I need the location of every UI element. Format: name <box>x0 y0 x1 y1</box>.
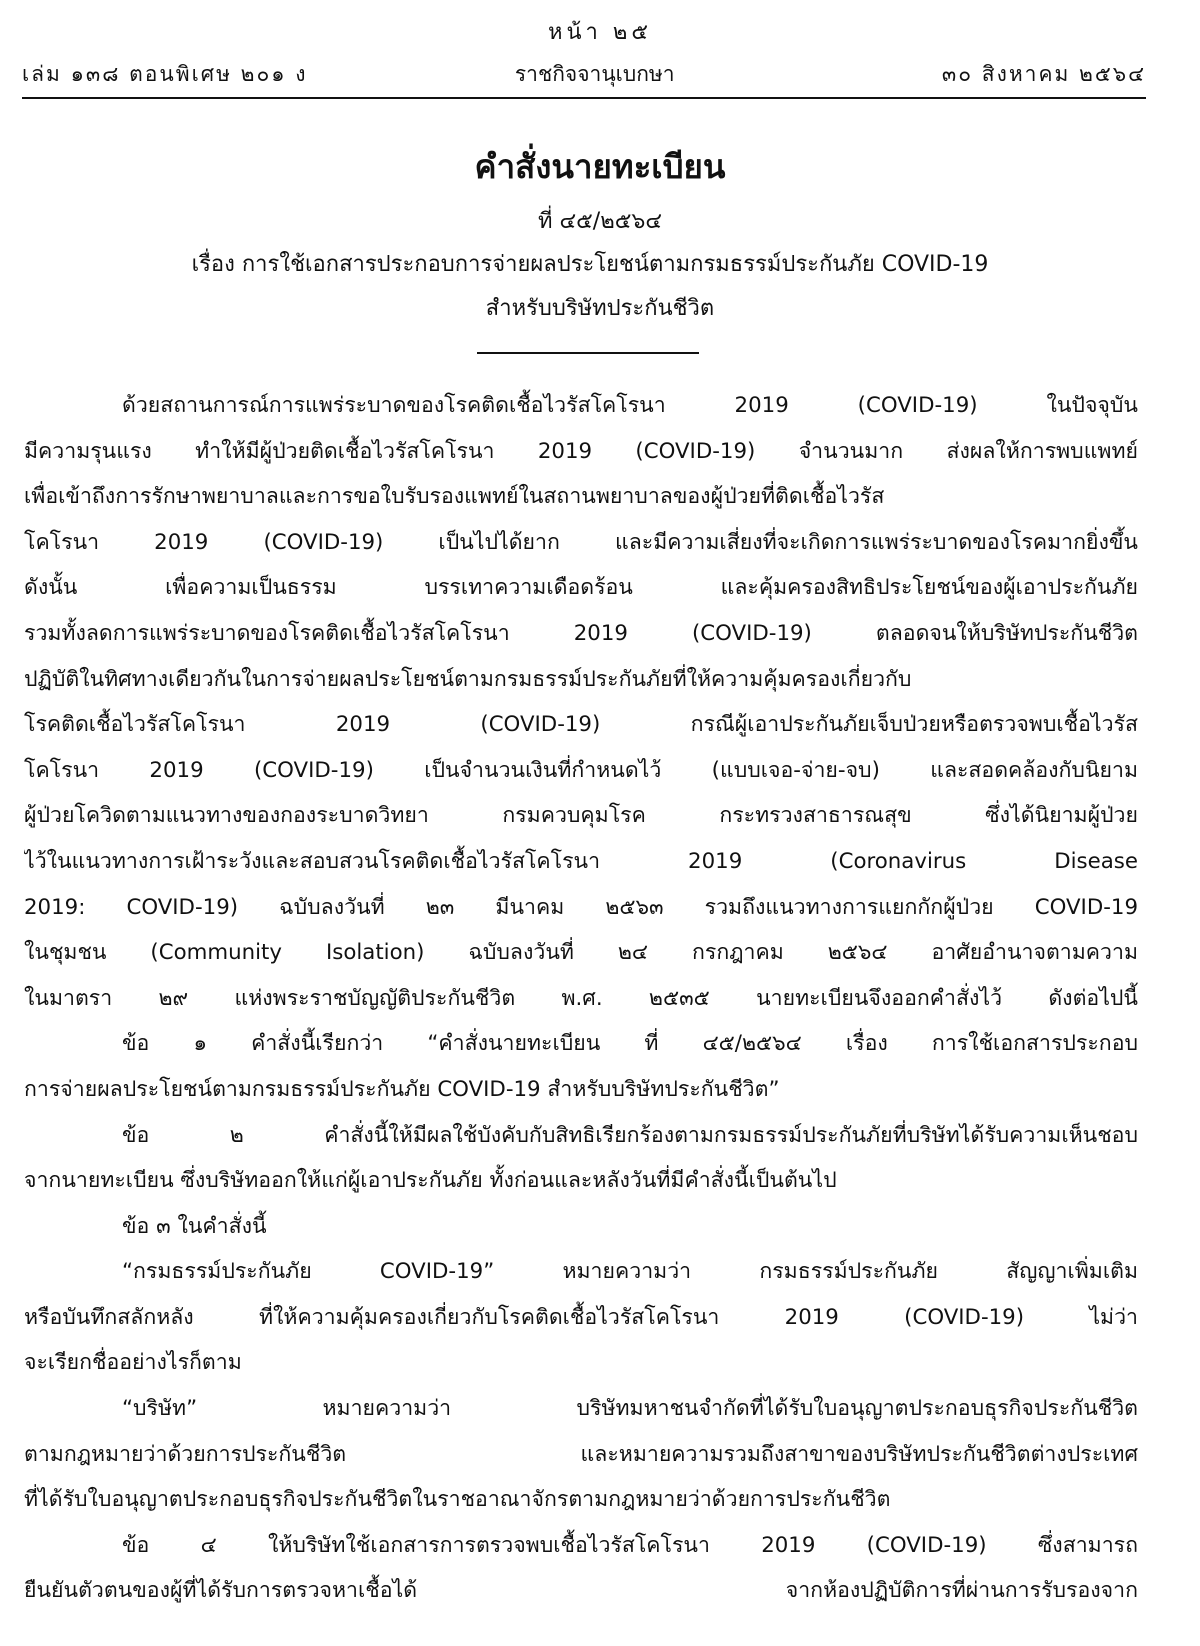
text-line: จากนายทะเบียน ซึ่งบริษัทออกให้แก่ผู้เอาประกันภัย ทั้งก่อนและหลังวันที่มีคำสั่งนี้เป็นต้นไป <box>24 1168 837 1194</box>
text-line: 2019: COVID-19) ฉบับลงวันที่ ๒๓ มีนาคม ๒๕๖๓ รวมถึงแนวทางการแยกกักผู้ป่วย COVID-19 <box>24 894 1138 920</box>
text-line: ปฏิบัติในทิศทางเดียวกันในการจ่ายผลประโยชน์ตามกรมธรรม์ประกันภัยที่ให้ความคุ้มครองเกี่ยวกับ <box>24 666 912 692</box>
clause-3 <box>24 1204 1138 1250</box>
text-line: มีความรุนแรง ทำให้มีผู้ป่วยติดเชื้อไวรัสโคโรนา 2019 (COVID-19) จำนวนมาก ส่งผลให้การพบแพทย์ <box>24 438 1138 464</box>
text-line: “บริษัท” หมายความว่า บริษัทมหาชนจำกัดที่ได้รับใบอนุญาตประกอบธุรกิจประกันชีวิต <box>122 1396 1138 1422</box>
text-line: ยืนยันตัวตนของผู้ที่ได้รับการตรวจหาเชื้อได้ จากห้องปฏิบัติการที่ผ่านการรับรองจาก <box>24 1578 1138 1604</box>
text-line: โรคติดเชื้อไวรัสโคโรนา 2019 (COVID-19) กรณีผู้เอาประกันภัยเจ็บป่วยหรือตรวจพบเชื้อไวรัส <box>24 712 1138 738</box>
page-number: หน้า ๒๕ <box>547 20 653 45</box>
text-line: โคโรนา 2019 (COVID-19) เป็นไปได้ยาก และมีความเสี่ยงที่จะเกิดการแพร่ระบาดของโรคมากยิ่งขึ้น <box>24 529 1138 555</box>
gazette-header <box>22 58 1146 99</box>
clause-4 <box>24 1523 1138 1614</box>
text-line: เพื่อเข้าถึงการรักษาพยาบาลและการขอใบรับรองแพทย์ในสถานพยาบาลของผู้ป่วยที่ติดเชื้อไวรัส <box>24 484 885 510</box>
order-number: ที่ ๔๕/๒๕๖๔ <box>538 209 662 234</box>
text-line: ในมาตรา ๒๙ แห่งพระราชบัญญัติประกันชีวิต พ.ศ. ๒๕๓๕ นายทะเบียนจึงออกคำสั่งไว้ ดังต่อไปนี้ <box>24 985 1138 1011</box>
definition-company <box>24 1386 1138 1523</box>
text-line: ข้อ ๓ ในคำสั่งนี้ <box>122 1213 267 1239</box>
clause-1 <box>24 1021 1138 1112</box>
text-line: หรือบันทึกสลักหลัง ที่ให้ความคุ้มครองเกี่ยวกับโรคติดเชื้อไวรัสโคโรนา 2019 (COVID-19) ไม่ว่า <box>24 1304 1138 1330</box>
text-line: ข้อ ๔ ให้บริษัทใช้เอกสารการตรวจพบเชื้อไวรัสโคโรนา 2019 (COVID-19) ซึ่งสามารถ <box>122 1532 1138 1558</box>
text-line: จะเรียกชื่ออย่างไรก็ตาม <box>24 1350 242 1376</box>
text-line: การจ่ายผลประโยชน์ตามกรมธรรม์ประกันภัย COVID-19 สำหรับบริษัทประกันชีวิต” <box>24 1076 780 1102</box>
text-line: ด้วยสถานการณ์การแพร่ระบาดของโรคติดเชื้อไวรัสโคโรนา 2019 (COVID-19) ในปัจจุบัน <box>122 393 1138 418</box>
text-line: ดังนั้น เพื่อความเป็นธรรม บรรเทาความเดือดร้อน และคุ้มครองสิทธิประโยชน์ของผู้เอาประกันภัย <box>24 575 1138 601</box>
document-title: คำสั่งนายทะเบียน <box>474 147 726 186</box>
publication-date: ๓๐ สิงหาคม ๒๕๖๔ <box>941 62 1146 86</box>
text-line: ไว้ในแนวทางการเฝ้าระวังและสอบสวนโรคติดเชื้อไวรัสโคโรนา 2019 (Coronavirus Disease <box>24 848 1138 874</box>
clause-2 <box>24 1113 1138 1204</box>
title-divider <box>477 352 699 354</box>
document-body <box>24 383 1138 1614</box>
text-line: ข้อ ๑ คำสั่งนี้เรียกว่า “คำสั่งนายทะเบียน ที่ ๔๕/๒๕๖๔ เรื่อง การใช้เอกสารประกอบ <box>122 1031 1138 1057</box>
publication-name: ราชกิจจานุเบกษา <box>514 62 675 86</box>
subject-line-1: เรื่อง การใช้เอกสารประกอบการจ่ายผลประโยชน์ตามกรมธรรม์ประกันภัย COVID-19 <box>191 252 989 277</box>
text-line: “กรมธรรม์ประกันภัย COVID-19” หมายความว่า กรมธรรม์ประกันภัย สัญญาเพิ่มเติม <box>122 1259 1138 1285</box>
preamble-paragraph <box>24 383 1138 1021</box>
text-line: ผู้ป่วยโควิดตามแนวทางของกองระบาดวิทยา กรมควบคุมโรค กระทรวงสาธารณสุข ซึ่งได้นิยามผู้ป่วย <box>24 803 1138 829</box>
definition-policy <box>24 1249 1138 1386</box>
subject-line-2: สำหรับบริษัทประกันชีวิต <box>485 296 715 321</box>
text-line: ข้อ ๒ คำสั่งนี้ให้มีผลใช้บังคับกับสิทธิเรียกร้องตามกรมธรรม์ประกันภัยที่บริษัทได้รับความเห็นชอบ <box>122 1122 1138 1148</box>
text-line: ที่ได้รับใบอนุญาตประกอบธุรกิจประกันชีวิตในราชอาณาจักรตามกฎหมายว่าด้วยการประกันชีวิต <box>24 1487 891 1513</box>
text-line: รวมทั้งลดการแพร่ระบาดของโรคติดเชื้อไวรัสโคโรนา 2019 (COVID-19) ตลอดจนให้บริษัทประกันชีวิต <box>24 620 1138 646</box>
text-line: ตามกฎหมายว่าด้วยการประกันชีวิต และหมายความรวมถึงสาขาของบริษัทประกันชีวิตต่างประเทศ <box>24 1441 1138 1467</box>
volume-issue: เล่ม ๑๓๘ ตอนพิเศษ ๒๐๑ ง <box>22 62 308 86</box>
text-line: โคโรนา 2019 (COVID-19) เป็นจำนวนเงินที่กำหนดไว้ (แบบเจอ-จ่าย-จบ) และสอดคล้องกับนิยาม <box>24 757 1138 783</box>
text-line: ในชุมชน (Community Isolation) ฉบับลงวันที่ ๒๔ กรกฎาคม ๒๕๖๔ อาศัยอำนาจตามความ <box>24 940 1138 966</box>
